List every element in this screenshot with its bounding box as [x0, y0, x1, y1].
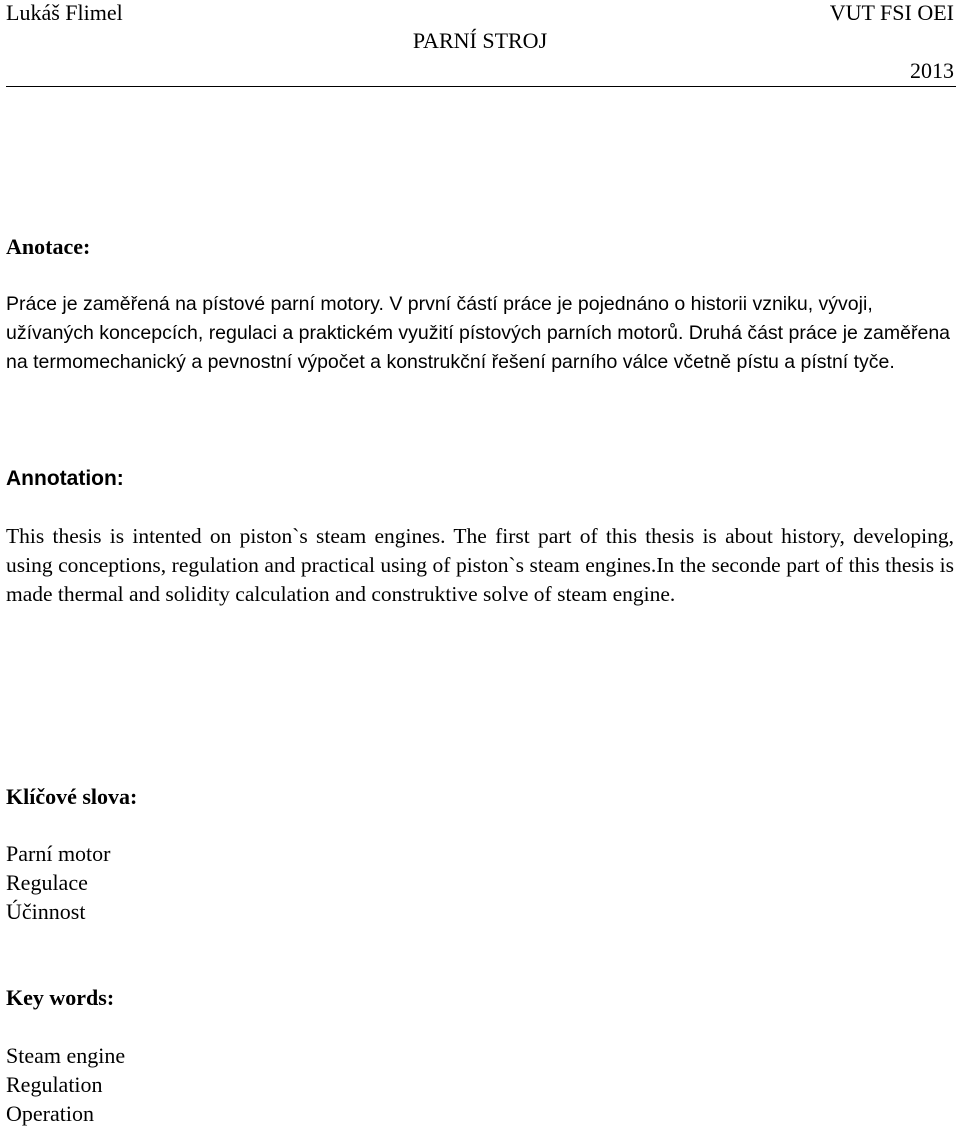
annotation-paragraph: This thesis is intented on piston`s steam engines. The first part of this thesis is about history, developing, using conceptions, regulation and practical using of piston`s steam engines.In the seconde part of this thesis is made thermal and solidity calculation and construktive solve of steam engine.: [6, 524, 954, 606]
key-words-heading: Key words:: [6, 985, 115, 1010]
klicova-slova-heading: Klíčové slova:: [6, 784, 138, 809]
keyword-item: Účinnost: [6, 899, 86, 924]
header-title: PARNÍ STROJ: [412, 28, 548, 53]
annotation-heading: Annotation:: [6, 467, 124, 490]
key-words-list: [6, 1041, 125, 1128]
header-institution: VUT FSI OEI: [829, 0, 954, 25]
klicova-slova-list: [6, 839, 111, 926]
keyword-item: Regulace: [6, 870, 88, 895]
header-year: 2013: [910, 58, 954, 83]
anotace-heading: Anotace:: [6, 234, 91, 259]
header-divider: [6, 86, 956, 87]
keyword-item: Parní motor: [6, 841, 111, 866]
header-author: Lukáš Flimel: [6, 0, 123, 25]
anotace-paragraph: Práce je zaměřená na pístové parní motory. V první částí práce je pojednáno o historii vzniku, vývoji, užívaných koncepcích, regulaci a praktickém využití pístových parních motorů. Druhá část práce je zaměřena na termomechanický a pevnostní výpočet a konstrukční řešení parního válce včetně pístu a pístní tyče.: [6, 293, 951, 373]
keyword-item: Operation: [6, 1101, 94, 1126]
keyword-item: Steam engine: [6, 1043, 126, 1068]
keyword-item: Regulation: [6, 1072, 103, 1097]
